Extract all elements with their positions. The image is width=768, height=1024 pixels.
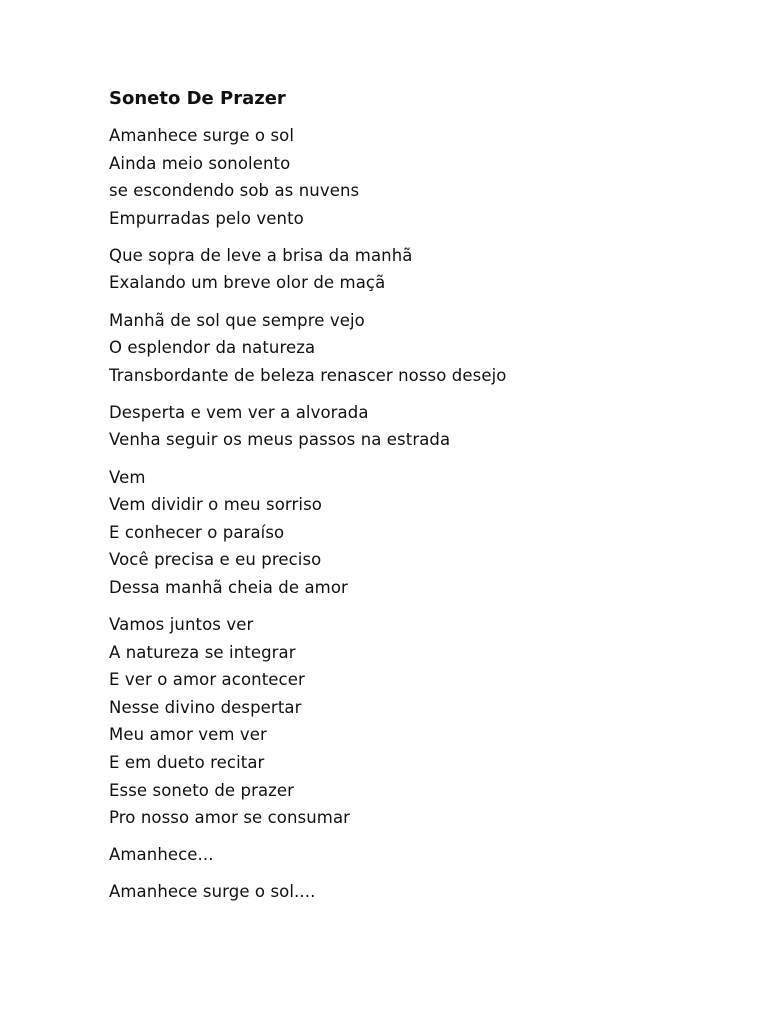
stanza xyxy=(109,464,709,602)
stanza xyxy=(109,611,709,832)
poem-line: Manhã de sol que sempre vejo xyxy=(109,310,365,330)
poem-line: E conhecer o paraíso xyxy=(109,522,285,542)
poem-line: E em dueto recitar xyxy=(109,752,265,772)
stanza xyxy=(109,841,709,869)
poem-line: Vamos juntos ver xyxy=(109,615,254,634)
poem-line: Esse soneto de prazer xyxy=(109,780,295,800)
poem-line: Vem dividir o meu sorriso xyxy=(109,495,322,515)
poem-line: se escondendo sob as nuvens xyxy=(109,181,360,201)
stanza xyxy=(109,242,709,297)
poem-line: Ainda meio sonolento xyxy=(109,153,291,173)
poem-line: Nesse divino despertar xyxy=(109,697,302,717)
poem-line: Venha seguir os meus passos na estrada xyxy=(109,430,451,450)
poem-line: Dessa manhã cheia de amor xyxy=(109,577,348,597)
stanza xyxy=(109,399,709,454)
poem-line: Você precisa e eu preciso xyxy=(109,550,322,570)
poem-line: E ver o amor acontecer xyxy=(109,670,305,690)
poem-line: Meu amor vem ver xyxy=(109,725,267,745)
poem-line: Que sopra de leve a brisa da manhã xyxy=(109,245,413,265)
poem-line: Transbordante de beleza renascer nosso desejo xyxy=(109,365,507,385)
poem-line: Amanhece... xyxy=(109,845,214,865)
poem-line: Pro nosso amor se consumar xyxy=(109,808,351,828)
poem-line: Vem xyxy=(109,467,146,487)
poem-line: Amanhece surge o sol.... xyxy=(109,882,316,902)
poem-title: Soneto De Prazer xyxy=(109,88,286,109)
poem-line: Amanhece surge o sol xyxy=(109,126,295,145)
stanza xyxy=(109,307,709,390)
poem-line: A natureza se integrar xyxy=(109,642,296,662)
stanza xyxy=(109,878,709,906)
poem-line: Desperta e vem ver a alvorada xyxy=(109,402,369,422)
poem-line: O esplendor da natureza xyxy=(109,338,316,358)
poem-line: Empurradas pelo vento xyxy=(109,208,304,228)
poem-line: Exalando um breve olor de maçã xyxy=(109,273,386,293)
stanza xyxy=(109,122,709,232)
document-page xyxy=(109,86,709,915)
